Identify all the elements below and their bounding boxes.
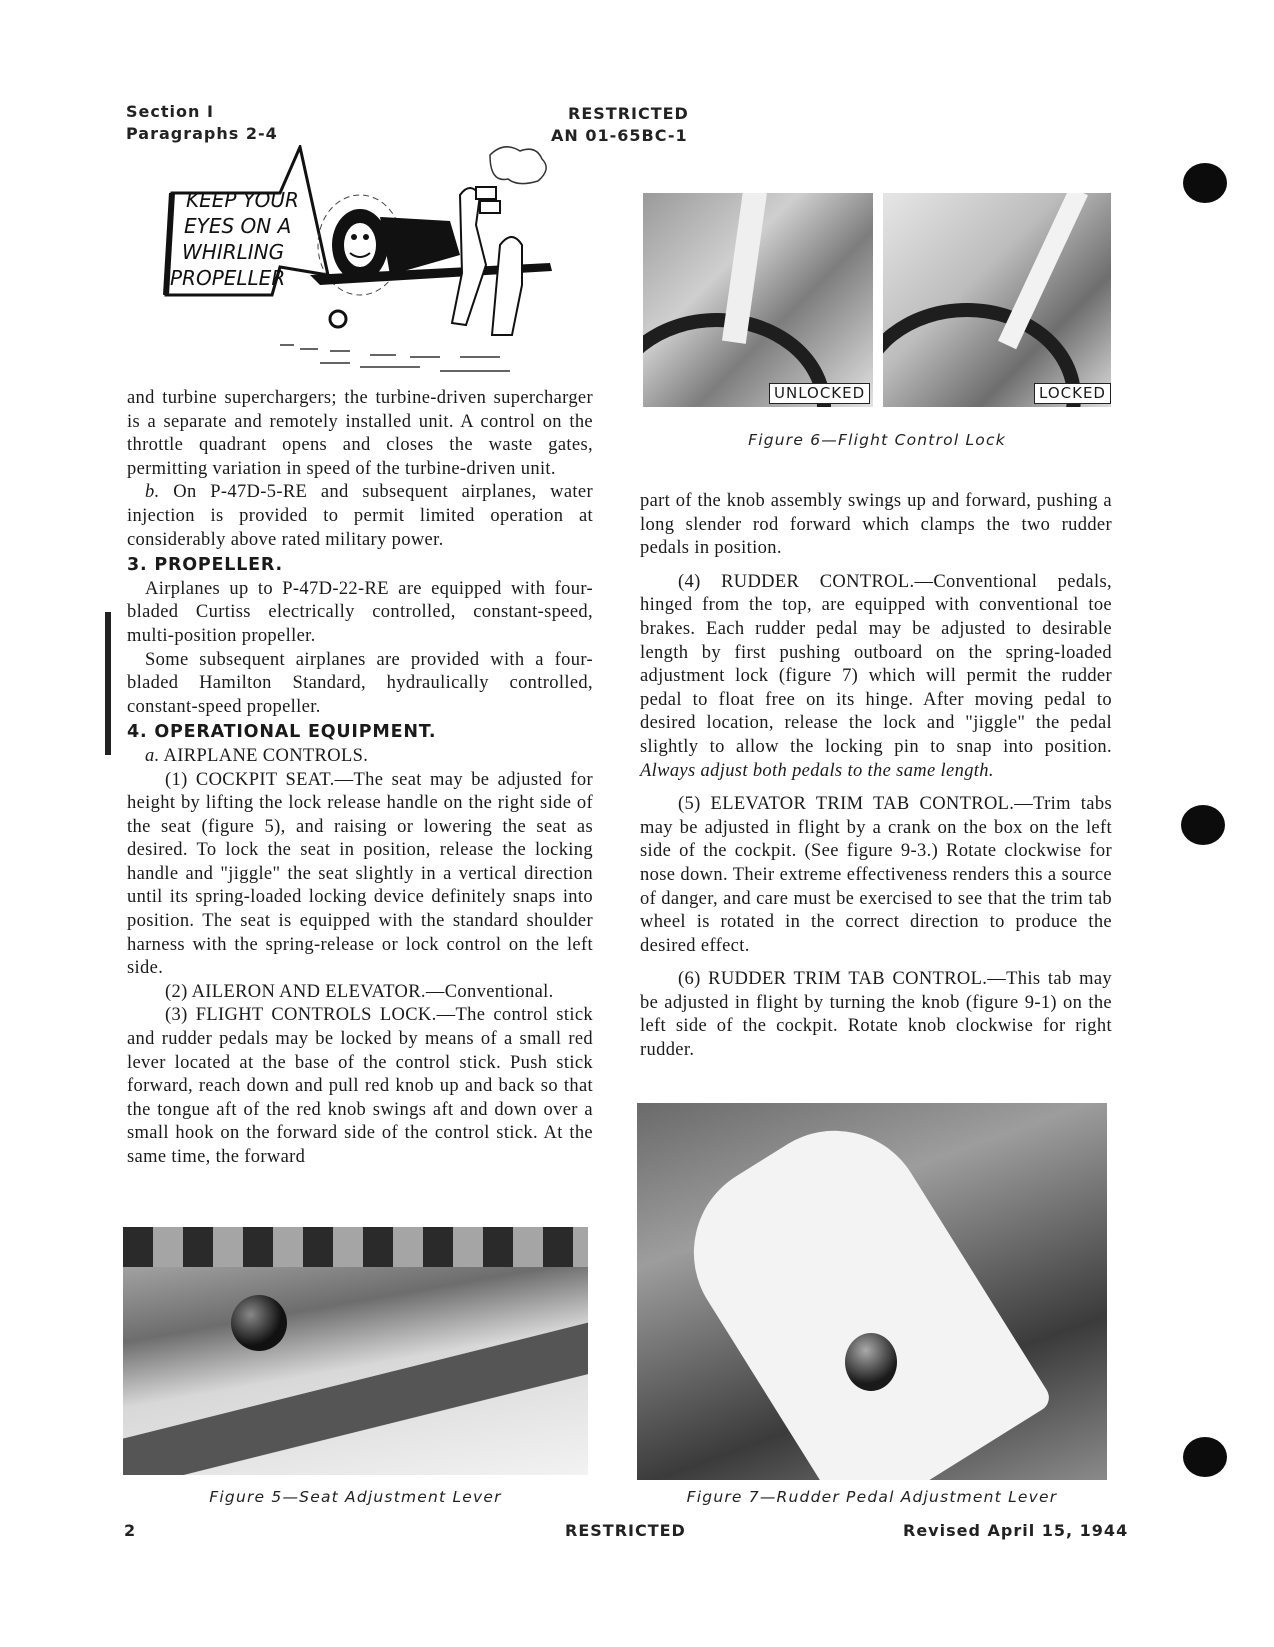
paragraph-rudder-trim-tab: (6) RUDDER TRIM TAB CONTROL.—This tab may be adjusted in flight by turning the knob (figure 9-1) on the left side of the cockpit. Rotate knob clockwise for right rudder. (640, 969, 1112, 1061)
figure-6-unlocked-photo (643, 193, 873, 407)
paragraph-hamilton-propeller: Some subsequent airplanes are provided with a four-bladed Hamilton Standard, hydraulically controlled, constant-speed propeller. (127, 649, 593, 717)
rudder-pedal-warning: Always adjust both pedals to the same length. (640, 760, 994, 781)
classification-header: RESTRICTED (568, 104, 689, 123)
revision-date: Revised April 15, 1944 (903, 1521, 1129, 1540)
svg-text:WHIRLING: WHIRLING (182, 240, 285, 264)
cartoon-illustration-icon (160, 145, 580, 380)
paragraph-curtiss-propeller: Airplanes up to P-47D-22-RE are equipped with four-bladed Curtiss electrically controlled, constant-speed, multi-position propeller. (127, 578, 593, 646)
paragraph-cockpit-seat: (1) COCKPIT SEAT.—The seat may be adjusted for height by lifting the lock release handle on the right side of the seat (figure 5), and raising or lowering the seat as desired. To lock the seat in position, release the locking handle and "jiggle" the seat slightly in a vertical direction until its spring-loaded locking device definitely snaps into position. The seat is equipped with the standard shoulder harness with the spring-release or lock control on the left side. (127, 769, 593, 979)
paragraph-aileron-elevator: (2) AILERON AND ELEVATOR.—Conventional. (165, 981, 554, 1002)
figure-6-locked-photo (883, 193, 1111, 407)
figure-7-caption: Figure 7—Rudder Pedal Adjustment Lever (686, 1488, 1058, 1506)
right-column (640, 490, 1112, 1063)
subparagraph-label-a: a. (145, 745, 160, 766)
subheading-airplane-controls: AIRPLANE CONTROLS. (163, 745, 369, 766)
figure-6-caption: Figure 6—Flight Control Lock (748, 431, 1006, 449)
subparagraph-label-b: b. (145, 482, 160, 503)
paragraph-water-injection: On P-47D-5-RE and subsequent airplanes, water injection is provided to permit limited operation at considerably above rated military power. (127, 482, 593, 550)
paragraph-rudder-control: (4) RUDDER CONTROL.—Conventional pedals, hinged from the top, are equipped with conventional toe brakes. Each rudder pedal may be adjusted to desirable length by first pushing outboard on the spring-loaded adjustment lock (figure 7) which will permit the rudder pedal to float free on its hinge. After moving pedal to desired location, release the lock and "jiggle" the pedal slightly to allow the locking pin to snap into position. (640, 571, 1112, 757)
figure-5-caption: Figure 5—Seat Adjustment Lever (209, 1488, 502, 1506)
svg-text:KEEP YOUR: KEEP YOUR (186, 188, 299, 212)
figure-5-photo (123, 1227, 588, 1475)
page-number: 2 (124, 1521, 137, 1540)
left-column (127, 387, 593, 1170)
binder-hole-middle (1181, 805, 1225, 845)
document-number: AN 01-65BC-1 (551, 126, 688, 145)
paragraph-elevator-trim-tab: (5) ELEVATOR TRIM TAB CONTROL.—Trim tabs may be adjusted in flight by a crank on the box on the left side of the cockpit. (See figure 9-3.) Rotate clockwise for nose down. Their extreme effectiveness renders this a source of danger, and care must be exercised to see that the trim tab wheel is rotated in the correct direction to produce the desired effect. (640, 794, 1112, 956)
paragraph-knob-assembly: part of the knob assembly swings up and forward, pushing a long slender rod forward which clamps the two rudder pedals in position. (640, 491, 1112, 559)
figure-6-unlocked-label: UNLOCKED (769, 383, 870, 404)
svg-text:EYES ON A: EYES ON A (184, 214, 292, 238)
paragraphs-label: Paragraphs 2-4 (126, 124, 278, 143)
paragraph-flight-controls-lock: (3) FLIGHT CONTROLS LOCK.—The control stick and rudder pedals may be locked by means of a small red lever located at the base of the control stick. Push stick forward, reach down and pull red knob up and back so that the tongue aft of the red knob swings aft and down over a small hook on the forward side of the control stick. At the same time, the forward (127, 1005, 593, 1167)
propeller-warning-cartoon (160, 145, 580, 380)
section-label: Section I (126, 102, 214, 121)
heading-propeller: 3. PROPELLER. (127, 555, 283, 576)
binder-hole-bottom (1183, 1437, 1227, 1477)
binder-hole-top (1183, 163, 1227, 203)
paragraph-supercharger: and turbine superchargers; the turbine-driven supercharger is a separate and remotely installed unit. A control on the throttle quadrant opens and closes the waste gates, permitting variation in speed of the turbine-driven unit. (127, 388, 593, 479)
classification-footer: RESTRICTED (565, 1521, 686, 1540)
figure-7-photo (637, 1103, 1107, 1480)
figure-6-locked-label: LOCKED (1034, 383, 1111, 404)
heading-operational-equipment: 4. OPERATIONAL EQUIPMENT. (127, 722, 437, 743)
revision-change-bar (105, 612, 111, 755)
svg-text:PROPELLER: PROPELLER (170, 266, 286, 290)
